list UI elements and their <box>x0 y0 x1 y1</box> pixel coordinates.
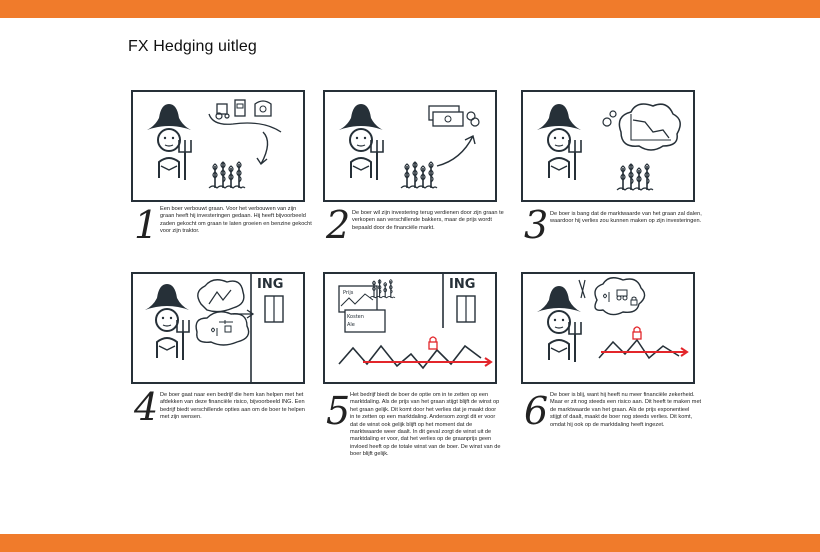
caption-step-2: De boer wil zijn investering terug verdienen door zijn graan te verkopen aan verschillende bakkers, maar de prijs wordt bepaald door de financiële markt. <box>352 210 504 231</box>
lock-icon <box>429 337 437 349</box>
lock-icon-2 <box>633 327 641 339</box>
storyboard-panel-5 <box>323 272 497 384</box>
caption-step-3: De boer is bang dat de marktwaarde van het graan zal dalen, waardoor hij verlies zou kunnen maken op zijn investeringen. <box>550 211 702 225</box>
page-title: FX Hedging uitleg <box>128 38 257 55</box>
worry-thought-cloud <box>603 104 680 150</box>
farmer-sketch-2 <box>325 92 495 200</box>
farmer-sketch-6 <box>523 274 693 382</box>
caption-step-1: Een boer verbouwt graan. Voor het verbouwen van zijn graan heeft hij investeringen gedaan. Hij heeft bijvoorbeeld zaden gekocht om graan te laten groeien en benzine gekocht voor zijn traktor. <box>160 206 312 235</box>
bank-sign-2: ING <box>449 277 476 292</box>
storyboard-panel-4 <box>131 272 305 384</box>
hedge-chart-sketch <box>325 274 495 382</box>
chart-note-2: Kosten <box>347 314 364 320</box>
farmer-sketch-3 <box>523 92 693 200</box>
step-number-6: 6 <box>524 389 549 433</box>
step-number-4: 4 <box>134 385 159 429</box>
chart-note-3: Ale <box>347 322 355 328</box>
step-number-1: 1 <box>134 203 159 247</box>
bottom-brand-bar <box>0 534 820 552</box>
step-number-5: 5 <box>326 389 351 433</box>
step-number-2: 2 <box>326 203 351 247</box>
chart-note-1: Prijs <box>343 290 354 296</box>
seed-bag-icon <box>255 101 271 116</box>
fuel-can-icon <box>235 100 245 116</box>
caption-step-4: De boer gaat naar een bedrijf die hem kan helpen met het afdekken van deze financiële risico, bijvoorbeeld ING. Een bedrijf biedt verschillende opties aan om de boer te helpen met zijn wensen. <box>160 392 305 421</box>
storyboard-panel-6 <box>521 272 695 384</box>
storyboard-panel-2 <box>323 90 497 202</box>
tractor-icon <box>216 104 229 119</box>
caption-step-5: Het bedrijf biedt de boer de optie om in te zetten op een marktdaling. Als de prijs van het graan stijgt blijft de winst op het graan gelijk. Dit komt door het verlies dat je maakt door in te zetten op een marktdaling. Andersom zorgt dit er voor dat de winst ook gelijk blijft op het moment dat de marktwaarde weer daalt. In dit geval zorgt de winst uit de marktdaling er voor, dat het verlies op de graanprijs geen invloed heeft op de totale winst van de boer. De winst van de boer blijft gelijk. <box>350 392 501 458</box>
top-brand-bar <box>0 0 820 18</box>
money-bills-icon <box>429 106 479 126</box>
caption-step-6: De boer is blij, want hij heeft nu meer financiële zekerheid. Maar er zit nog steeds een risico aan. Dit heeft te maken met de marktwaarde van het graan. Als de prijs exponentieel stijgt of daalt, maakt de boer nog steeds verlies. Dit komt, omdat hij ook op de marktdaling heeft ingezet. <box>550 392 702 428</box>
farmer-sketch-1 <box>133 92 303 200</box>
bank-sign: ING <box>257 277 284 292</box>
farmer-sketch-4 <box>133 274 303 382</box>
storyboard-panel-1 <box>131 90 305 202</box>
storyboard-panel-3 <box>521 90 695 202</box>
step-number-3: 3 <box>524 203 549 247</box>
